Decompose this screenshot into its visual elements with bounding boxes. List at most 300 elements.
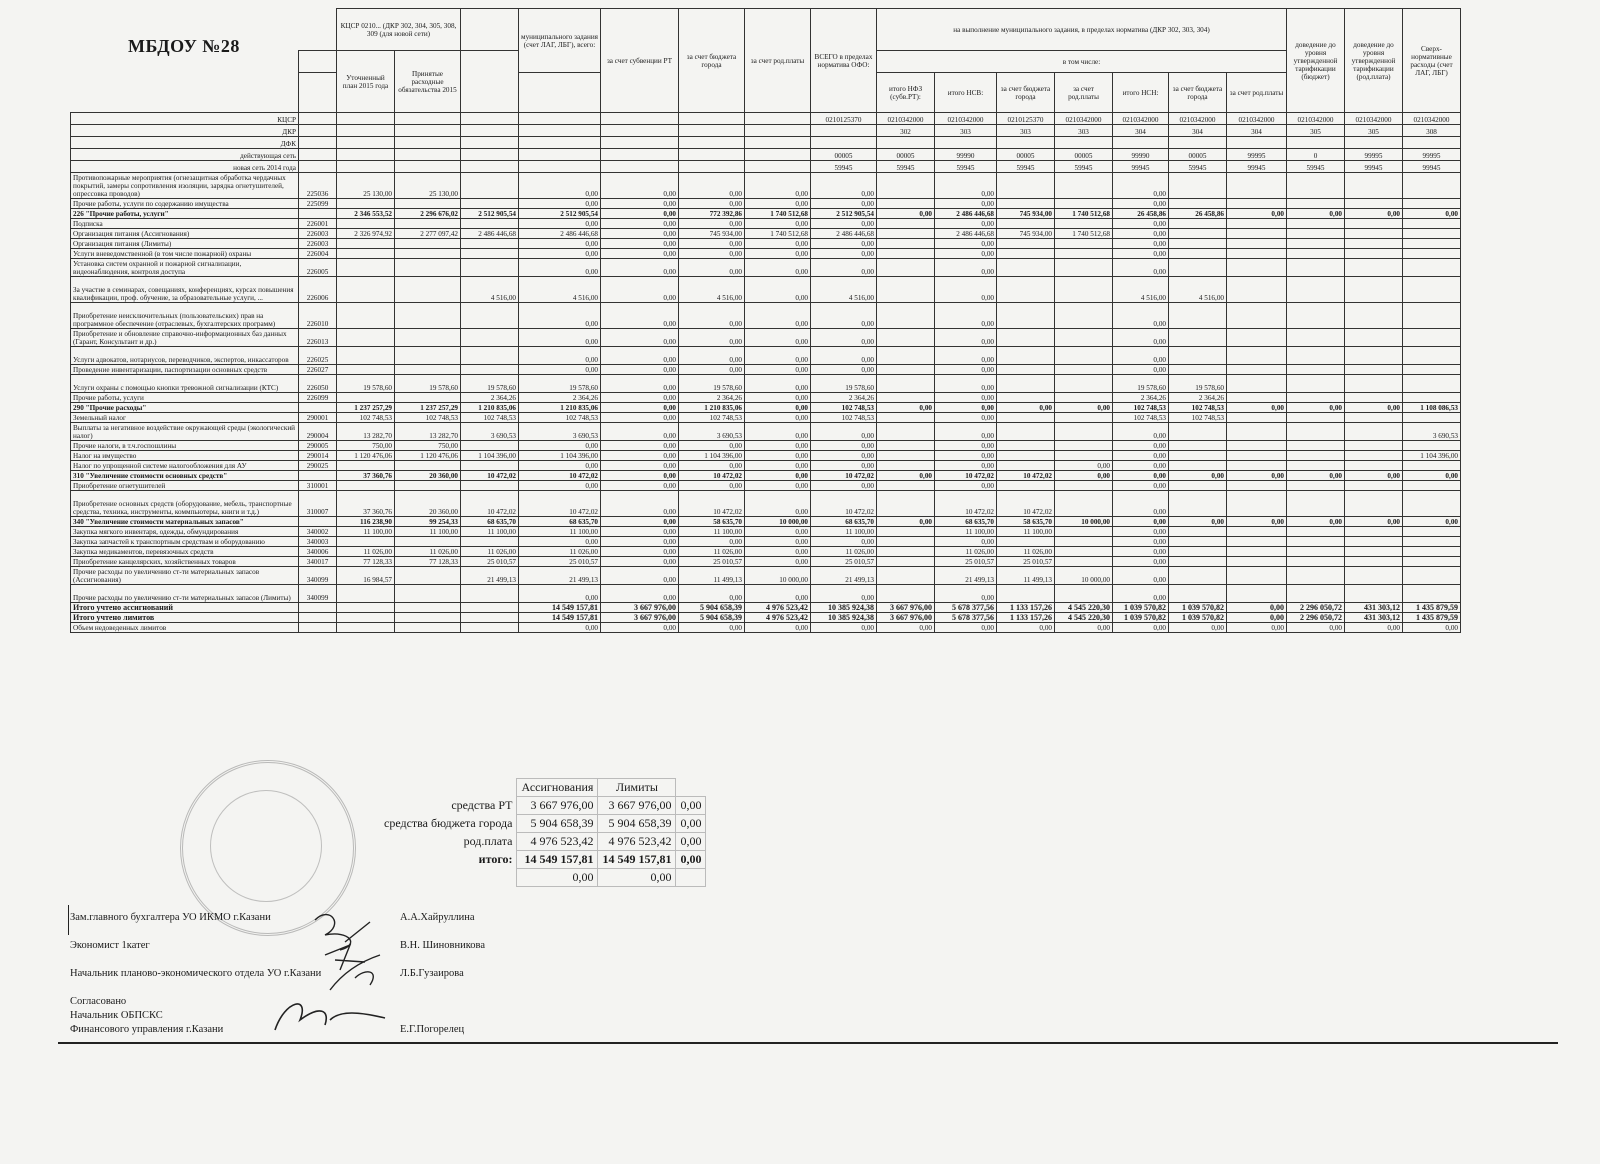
row-value xyxy=(1345,527,1403,537)
row-value xyxy=(997,537,1055,547)
row-code xyxy=(299,603,337,613)
row-value xyxy=(1345,481,1403,491)
row-code: 340006 xyxy=(299,547,337,557)
row-value xyxy=(1345,557,1403,567)
row-value xyxy=(877,451,935,461)
row-value: 0,00 xyxy=(1113,219,1169,229)
empty-cell xyxy=(601,161,679,173)
row-value: 0,00 xyxy=(1113,441,1169,451)
row-value: 11 026,00 xyxy=(811,547,877,557)
row-value: 0,00 xyxy=(679,365,745,375)
row-value xyxy=(1345,585,1403,603)
row-value xyxy=(1403,365,1461,375)
row-value xyxy=(1403,547,1461,557)
row-value: 0,00 xyxy=(1113,547,1169,557)
row-value: 2 512 905,54 xyxy=(811,209,877,219)
row-value xyxy=(395,623,461,633)
row-value xyxy=(395,567,461,585)
row-value xyxy=(1287,393,1345,403)
row-value xyxy=(1345,199,1403,209)
row-value: 19 578,60 xyxy=(1113,375,1169,393)
row-value: 102 748,53 xyxy=(679,413,745,423)
row-value xyxy=(877,461,935,471)
row-value: 0,00 xyxy=(1055,471,1113,481)
row-value: 0,00 xyxy=(601,537,679,547)
row-value xyxy=(1345,413,1403,423)
row-value: 0,00 xyxy=(1403,517,1461,527)
row-value: 0,00 xyxy=(935,375,997,393)
row-label: Закупка запчастей к транспортным средствам и оборудованию xyxy=(71,537,299,547)
row-value: 0,00 xyxy=(935,623,997,633)
summary-label: средства бюджета города xyxy=(384,816,513,830)
row-label: Налог на имущество xyxy=(71,451,299,461)
row-value: 3 690,53 xyxy=(461,423,519,441)
row-value xyxy=(1227,423,1287,441)
row-value xyxy=(1345,441,1403,451)
row-value: 0,00 xyxy=(601,277,679,303)
row-value xyxy=(1169,199,1227,209)
row-value: 0,00 xyxy=(1227,517,1287,527)
row-label: Противопожарные мероприятия (огнезащитная обработка чердачных покрытий, замеры сопротивления изоляции, зарядка огнетушителей, опрессовка проводов) xyxy=(71,173,299,199)
row-value xyxy=(337,393,395,403)
row-value xyxy=(461,329,519,347)
empty-cell xyxy=(601,125,679,137)
row-value xyxy=(1345,229,1403,239)
row-value xyxy=(1169,259,1227,277)
row-value: 0,00 xyxy=(601,259,679,277)
empty-cell xyxy=(299,137,337,149)
row-value: 0,00 xyxy=(1113,557,1169,567)
code-cell: 99995 xyxy=(1227,149,1287,161)
row-value: 2 364,26 xyxy=(1113,393,1169,403)
row-value: 14 549 157,81 xyxy=(519,613,601,623)
empty-cell xyxy=(337,125,395,137)
row-value: 0,00 xyxy=(519,239,601,249)
row-value: 2 364,26 xyxy=(519,393,601,403)
row-value xyxy=(997,413,1055,423)
code-cell: 0210342000 xyxy=(935,113,997,125)
row-value: 1 039 570,82 xyxy=(1113,603,1169,613)
row-value xyxy=(461,481,519,491)
empty-cell xyxy=(461,161,519,173)
table-row xyxy=(71,393,1461,403)
row-value xyxy=(1055,451,1113,461)
row-value xyxy=(1345,347,1403,365)
row-value: 4 545 220,30 xyxy=(1055,613,1113,623)
dfk-row xyxy=(71,137,1461,149)
row-value: 1 039 570,82 xyxy=(1169,613,1227,623)
row-value: 0,00 xyxy=(745,481,811,491)
row-value xyxy=(395,481,461,491)
row-value: 1 104 396,00 xyxy=(461,451,519,461)
row-value xyxy=(337,219,395,229)
row-value: 0,00 xyxy=(745,303,811,329)
row-value: 0,00 xyxy=(935,249,997,259)
empty-cell xyxy=(811,125,877,137)
table-row xyxy=(71,347,1461,365)
row-value: 1 740 512,68 xyxy=(745,209,811,219)
row-label: Выплаты за негативное воздействие окружающей среды (экологический налог) xyxy=(71,423,299,441)
row-value: 0,00 xyxy=(679,173,745,199)
table-row xyxy=(71,557,1461,567)
row-value: 19 578,60 xyxy=(337,375,395,393)
row-value: 0,00 xyxy=(877,403,935,413)
row-value xyxy=(1169,303,1227,329)
row-value xyxy=(461,259,519,277)
row-value xyxy=(395,613,461,623)
row-value xyxy=(395,347,461,365)
row-value: 0,00 xyxy=(679,537,745,547)
row-value: 25 130,00 xyxy=(337,173,395,199)
row-value: 1 237 257,29 xyxy=(395,403,461,413)
row-value xyxy=(877,567,935,585)
row-value xyxy=(395,239,461,249)
row-value xyxy=(1403,229,1461,239)
row-value: 0,00 xyxy=(601,547,679,557)
empty-cell xyxy=(299,161,337,173)
empty-cell xyxy=(395,137,461,149)
row-value: 1 210 835,06 xyxy=(679,403,745,413)
row-value xyxy=(1403,537,1461,547)
row-value xyxy=(1403,329,1461,347)
row-value: 0,00 xyxy=(601,173,679,199)
row-value xyxy=(1169,461,1227,471)
row-value: 0,00 xyxy=(1345,471,1403,481)
row-value: 1 120 476,06 xyxy=(337,451,395,461)
row-value xyxy=(1345,547,1403,557)
code-cell: 303 xyxy=(1055,125,1113,137)
row-value: 0,00 xyxy=(601,567,679,585)
header-parent: за счет род.платы xyxy=(745,9,811,113)
code-cell: 59945 xyxy=(811,161,877,173)
row-value xyxy=(395,603,461,613)
row-value: 102 748,53 xyxy=(1113,413,1169,423)
row-value xyxy=(1403,199,1461,209)
row-value xyxy=(395,249,461,259)
row-code: 226004 xyxy=(299,249,337,259)
row-value xyxy=(1169,557,1227,567)
summary-row xyxy=(380,851,706,869)
header-budget: доведение до уровня утвержденной тарификации (бюджет) xyxy=(1287,9,1345,113)
row-value: 0,00 xyxy=(679,481,745,491)
row-value: 0,00 xyxy=(1227,209,1287,219)
row-value xyxy=(1345,329,1403,347)
row-value xyxy=(395,461,461,471)
row-value xyxy=(1169,537,1227,547)
row-value: 0,00 xyxy=(745,423,811,441)
row-value: 0,00 xyxy=(519,461,601,471)
row-value xyxy=(337,239,395,249)
row-value xyxy=(1227,491,1287,517)
row-label: Приобретение основных средств (оборудование, мебель, транспортные средства, техника, инструменты, коммпьютеры, книги и т.д.) xyxy=(71,491,299,517)
row-value xyxy=(997,329,1055,347)
row-value: 11 100,00 xyxy=(337,527,395,537)
row-value: 1 133 157,26 xyxy=(997,613,1055,623)
row-value xyxy=(877,365,935,375)
row-code: 226003 xyxy=(299,229,337,239)
row-code: 290001 xyxy=(299,413,337,423)
row-value: 0,00 xyxy=(745,413,811,423)
row-value xyxy=(1055,365,1113,375)
row-value: 0,00 xyxy=(601,303,679,329)
row-value: 1 039 570,82 xyxy=(1169,603,1227,613)
code-cell: 00005 xyxy=(1169,149,1227,161)
row-value xyxy=(1227,585,1287,603)
row-value xyxy=(997,219,1055,229)
empty-cell xyxy=(337,137,395,149)
row-value xyxy=(1169,451,1227,461)
summary-l: 3 667 976,00 xyxy=(598,797,676,815)
row-code: 226005 xyxy=(299,259,337,277)
row-value xyxy=(461,585,519,603)
empty-cell xyxy=(601,113,679,125)
header-nsv: итого НСВ: xyxy=(935,73,997,113)
row-value: 0,00 xyxy=(601,423,679,441)
row-value: 4 976 523,42 xyxy=(745,603,811,613)
row-value: 0,00 xyxy=(811,219,877,229)
row-value: 10 472,02 xyxy=(811,491,877,517)
row-value: 0,00 xyxy=(1287,517,1345,527)
empty-cell xyxy=(745,137,811,149)
row-value: 0,00 xyxy=(601,585,679,603)
row-value xyxy=(461,623,519,633)
summary-a: 5 904 658,39 xyxy=(517,815,598,833)
row-value xyxy=(1169,219,1227,229)
row-value: 0,00 xyxy=(1113,239,1169,249)
row-value: 0,00 xyxy=(877,471,935,481)
code-cell: 304 xyxy=(1169,125,1227,137)
row-value: 102 748,53 xyxy=(1169,403,1227,413)
row-value: 0,00 xyxy=(1227,471,1287,481)
row-value: 0,00 xyxy=(601,557,679,567)
row-value: 0,00 xyxy=(1169,517,1227,527)
row-value xyxy=(1169,481,1227,491)
row-value: 1 237 257,29 xyxy=(337,403,395,413)
table-row xyxy=(71,481,1461,491)
row-value: 0,00 xyxy=(1113,537,1169,547)
row-value xyxy=(1169,491,1227,517)
table-row xyxy=(71,403,1461,413)
empty-cell xyxy=(679,137,745,149)
row-value xyxy=(1403,567,1461,585)
row-value: 0,00 xyxy=(745,259,811,277)
row-value: 0,00 xyxy=(935,537,997,547)
row-value xyxy=(1287,347,1345,365)
row-code: 226050 xyxy=(299,375,337,393)
row-value xyxy=(1287,199,1345,209)
row-value: 0,00 xyxy=(1113,229,1169,239)
row-value xyxy=(461,249,519,259)
row-value: 11 100,00 xyxy=(997,527,1055,537)
row-value xyxy=(1345,173,1403,199)
row-value: 0,00 xyxy=(745,199,811,209)
row-value: 0,00 xyxy=(745,403,811,413)
row-value: 0,00 xyxy=(679,585,745,603)
row-value xyxy=(1227,199,1287,209)
row-label: Закупка мягкого инвентаря, одежды, обмундирования xyxy=(71,527,299,537)
empty-cell xyxy=(395,113,461,125)
summary-row xyxy=(380,833,706,851)
row-label: Организация питания (Лимиты) xyxy=(71,239,299,249)
empty-cell xyxy=(1345,137,1403,149)
row-value: 3 667 976,00 xyxy=(877,603,935,613)
row-value: 0,00 xyxy=(519,249,601,259)
row-value: 0,00 xyxy=(1403,471,1461,481)
row-value xyxy=(461,461,519,471)
title-cell xyxy=(71,9,299,51)
code-cell: 59945 xyxy=(997,161,1055,173)
signature-name: В.Н. Шиновникова xyxy=(400,940,486,951)
code-cell: 302 xyxy=(877,125,935,137)
row-value xyxy=(1287,441,1345,451)
row-value xyxy=(1055,393,1113,403)
row-value xyxy=(337,603,395,613)
row-value: 0,00 xyxy=(601,249,679,259)
code-cell: 303 xyxy=(997,125,1055,137)
row-value xyxy=(1345,239,1403,249)
row-value xyxy=(1287,491,1345,517)
row-value xyxy=(1227,239,1287,249)
row-value: 0,00 xyxy=(1113,461,1169,471)
code-row-label: КЦСР xyxy=(71,113,299,125)
signature-name: Е.Г.Погорелец xyxy=(400,1024,465,1035)
row-value: 745 934,00 xyxy=(679,229,745,239)
row-value xyxy=(1345,365,1403,375)
row-value xyxy=(461,173,519,199)
row-value: 19 578,60 xyxy=(679,375,745,393)
row-value: 0,00 xyxy=(935,199,997,209)
row-value xyxy=(1287,461,1345,471)
row-code: 310001 xyxy=(299,481,337,491)
row-value xyxy=(997,239,1055,249)
row-value xyxy=(1055,547,1113,557)
row-code: 310007 xyxy=(299,491,337,517)
row-value xyxy=(997,199,1055,209)
row-value: 0,00 xyxy=(1055,623,1113,633)
row-value xyxy=(337,365,395,375)
header-plan: Уточненный план 2015 года xyxy=(337,51,395,113)
row-value: 0,00 xyxy=(745,547,811,557)
row-code: 226099 xyxy=(299,393,337,403)
row-value xyxy=(1403,393,1461,403)
row-value: 0,00 xyxy=(519,259,601,277)
row-value: 2 346 553,52 xyxy=(337,209,395,219)
row-code: 226010 xyxy=(299,303,337,329)
table-row xyxy=(71,209,1461,219)
row-value: 10 472,02 xyxy=(679,491,745,517)
row-value: 3 690,53 xyxy=(1403,423,1461,441)
margin-mark xyxy=(68,905,69,935)
empty-cell xyxy=(395,125,461,137)
row-label: 226 "Прочие работы, услуги" xyxy=(71,209,299,219)
header-task: муниципального задания (счет ЛАГ, ЛБГ), всего: xyxy=(519,9,601,73)
row-value: 11 100,00 xyxy=(811,527,877,537)
row-value xyxy=(1055,219,1113,229)
row-value: 0,00 xyxy=(811,451,877,461)
row-value xyxy=(997,277,1055,303)
row-value: 0,00 xyxy=(679,347,745,365)
code-cell: 99945 xyxy=(1403,161,1461,173)
row-value: 2 486 446,68 xyxy=(935,209,997,219)
table-row xyxy=(71,517,1461,527)
header-city3: за счет бюджета города xyxy=(1169,73,1227,113)
row-value: 1 740 512,68 xyxy=(1055,209,1113,219)
row-value: 0,00 xyxy=(935,259,997,277)
row-value: 3 667 976,00 xyxy=(877,613,935,623)
row-value: 68 635,70 xyxy=(519,517,601,527)
row-value: 0,00 xyxy=(601,239,679,249)
row-value xyxy=(997,585,1055,603)
row-value: 431 303,12 xyxy=(1345,603,1403,613)
row-value xyxy=(1287,567,1345,585)
row-value xyxy=(337,259,395,277)
row-code: 340099 xyxy=(299,585,337,603)
row-value: 0,00 xyxy=(1113,517,1169,527)
empty-cell xyxy=(337,113,395,125)
row-value: 0,00 xyxy=(811,303,877,329)
row-value: 14 549 157,81 xyxy=(519,603,601,613)
row-value xyxy=(1227,481,1287,491)
empty-cell xyxy=(461,113,519,125)
row-value: 2 486 446,68 xyxy=(519,229,601,239)
row-value: 11 026,00 xyxy=(337,547,395,557)
official-stamp-inner xyxy=(210,790,322,902)
row-value xyxy=(395,393,461,403)
row-value xyxy=(877,375,935,393)
row-value: 3 667 976,00 xyxy=(601,613,679,623)
table-row xyxy=(71,423,1461,441)
row-value xyxy=(1055,347,1113,365)
row-value: 10 000,00 xyxy=(1055,517,1113,527)
row-value: 0,00 xyxy=(601,413,679,423)
table-row xyxy=(71,219,1461,229)
row-value: 2 326 974,92 xyxy=(337,229,395,239)
row-label: Прочие работы, услуги xyxy=(71,393,299,403)
row-value: 10 472,02 xyxy=(935,471,997,481)
row-value xyxy=(1287,481,1345,491)
row-value: 745 934,00 xyxy=(997,229,1055,239)
row-code: 225099 xyxy=(299,199,337,209)
summary-table xyxy=(380,778,706,887)
table-row xyxy=(71,441,1461,451)
row-value: 0,00 xyxy=(601,471,679,481)
code-cell: 99990 xyxy=(1113,149,1169,161)
row-value: 10 000,00 xyxy=(1055,567,1113,585)
row-value xyxy=(1055,491,1113,517)
code-cell: 59945 xyxy=(877,161,935,173)
row-value: 0,00 xyxy=(811,423,877,441)
summary-label: род.плата xyxy=(463,834,513,848)
row-value: 0,00 xyxy=(1287,623,1345,633)
empty-cell xyxy=(745,113,811,125)
row-value: 0,00 xyxy=(1227,603,1287,613)
row-value xyxy=(1403,481,1461,491)
row-value xyxy=(1403,303,1461,329)
row-value xyxy=(1287,277,1345,303)
row-value: 0,00 xyxy=(1345,403,1403,413)
row-value xyxy=(1055,329,1113,347)
row-value: 13 282,70 xyxy=(395,423,461,441)
row-value: 2 486 446,68 xyxy=(461,229,519,239)
row-value xyxy=(877,547,935,557)
empty-cell xyxy=(679,125,745,137)
row-value xyxy=(1055,173,1113,199)
row-label: Услуги охраны с помощью кнопки тревожной сигнализации (КТС) xyxy=(71,375,299,393)
code-row-label: ДФК xyxy=(71,137,299,149)
row-value: 11 100,00 xyxy=(461,527,519,537)
row-value: 0,00 xyxy=(935,585,997,603)
row-code: 226001 xyxy=(299,219,337,229)
